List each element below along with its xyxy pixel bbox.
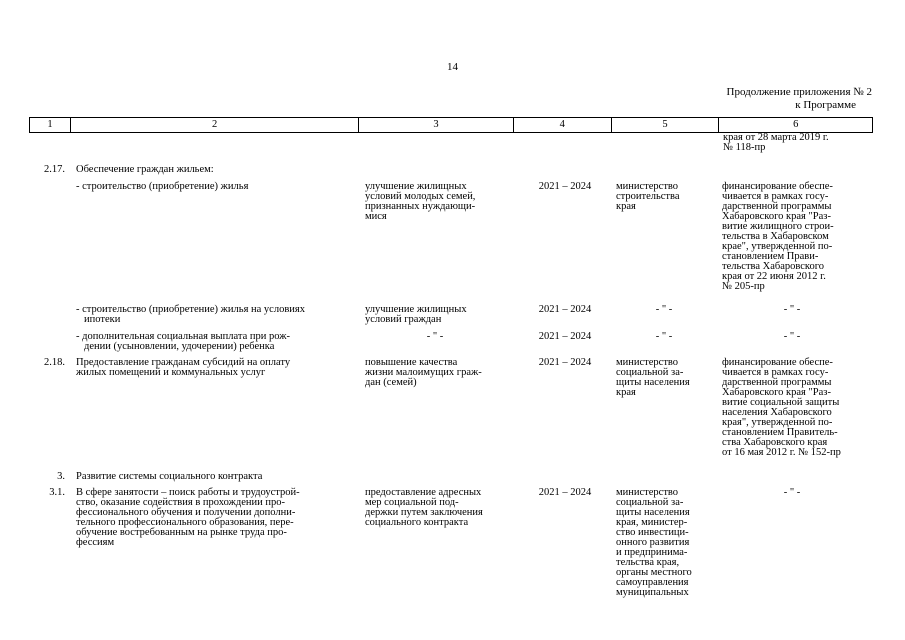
text-line: щиты населения xyxy=(616,507,690,518)
header-col-5: 5 xyxy=(612,118,720,132)
text-line: предоставление адресных xyxy=(365,487,482,498)
text-line: улучшение жилищных xyxy=(365,181,467,192)
header-col-3: 3 xyxy=(359,118,514,132)
header-col-6: 6 xyxy=(793,119,799,130)
text-line: социальной за- xyxy=(616,367,684,378)
text-line: муниципальных xyxy=(616,587,689,598)
text-line: социального контракта xyxy=(365,517,469,528)
row-number-3: 3. xyxy=(57,471,65,482)
text-line: края xyxy=(616,387,636,398)
row-3-1-period: 2021 – 2024 xyxy=(538,487,592,498)
text-line: условий молодых семей, xyxy=(365,191,476,202)
row-2-17-sub3-executor: - " - xyxy=(655,331,673,342)
carry-over-cell xyxy=(723,133,873,153)
text-line: дарственной программы xyxy=(722,201,832,212)
row-2-17-sub2-period: 2021 – 2024 xyxy=(538,304,592,315)
text-line: щиты населения xyxy=(616,377,690,388)
text-line: обучение востребованным на рынке труда про- xyxy=(76,527,287,538)
text-line: признанных нуждающи- xyxy=(365,201,476,212)
text-line: становлением Прави- xyxy=(722,251,819,262)
text-line: министерство xyxy=(616,487,679,498)
text-line: чивается в рамках госу- xyxy=(722,191,829,202)
text-line: ипотеки xyxy=(84,314,121,325)
row-2-17-sub3-desc xyxy=(76,332,361,352)
text-line: финансирование обеспе- xyxy=(722,181,833,192)
row-3-1-executor xyxy=(616,488,716,598)
header-col-4: 4 xyxy=(514,118,612,132)
table-header xyxy=(29,117,873,133)
text-line: мер социальной под- xyxy=(365,497,459,508)
text-line: министерство xyxy=(616,181,679,192)
text-line: Предоставление гражданам субсидий на оплату xyxy=(76,357,291,368)
row-2-17-sub1-period: 2021 – 2024 xyxy=(538,181,592,192)
text-line: становлением Правитель- xyxy=(722,427,838,438)
text-line: тельства в Хабаровском xyxy=(722,231,829,242)
text-line: улучшение жилищных xyxy=(365,304,467,315)
continuation-note xyxy=(727,86,872,112)
row-2-18-executor xyxy=(616,358,716,398)
text-line: тельства края, xyxy=(616,557,680,568)
text-line: дарственной программы xyxy=(722,377,832,388)
row-number-2-18: 2.18. xyxy=(44,357,65,368)
text-line: края xyxy=(616,201,636,212)
text-line: мися xyxy=(365,211,387,222)
text-line: ство, оказание содействия в прохождении про- xyxy=(76,497,285,508)
continuation-line-2: к Программе xyxy=(795,99,856,111)
text-line: № 205-пр xyxy=(722,281,765,292)
row-2-17-sub2-goal xyxy=(365,305,515,325)
text-line: Хабаровского края "Раз- xyxy=(722,387,831,398)
text-line: дан (семей) xyxy=(365,377,417,388)
row-3-1-goal xyxy=(365,488,515,528)
row-2-18-period: 2021 – 2024 xyxy=(538,357,592,368)
text-line: строительства xyxy=(616,191,680,202)
row-number-3-1: 3.1. xyxy=(49,487,65,498)
text-line: крае", утвержденной по- xyxy=(722,241,833,252)
text-line: финансирование обеспе- xyxy=(722,357,833,368)
row-3-title: Развитие системы социального контракта xyxy=(76,471,263,482)
text-line: держки путем заключения xyxy=(365,507,483,518)
text-line: ство инвестици- xyxy=(616,527,689,538)
text-line: Хабаровского края "Раз- xyxy=(722,211,831,222)
row-2-17-sub1-goal xyxy=(365,182,515,222)
text-line: от 16 мая 2012 г. № 152-пр xyxy=(722,447,841,458)
text-line: края", утвержденной по- xyxy=(722,417,833,428)
text-line: тельства Хабаровского xyxy=(722,261,825,272)
text-line: ства Хабаровского края xyxy=(722,437,828,448)
row-2-17-sub3-goal: - " - xyxy=(426,331,444,342)
row-2-17-sub1-executor xyxy=(616,182,716,212)
text-line: повышение качества xyxy=(365,357,458,368)
text-line: витие жилищного строи- xyxy=(722,221,834,232)
continuation-line-1: Продолжение приложения № 2 xyxy=(726,86,872,98)
row-3-1-desc xyxy=(76,488,361,548)
text-line: населения Хабаровского xyxy=(722,407,832,418)
text-line: № 118-пр xyxy=(723,142,766,153)
row-2-18-desc xyxy=(76,358,361,378)
text-line: края от 28 марта 2019 г. xyxy=(723,132,829,143)
text-line: витие социальной защиты xyxy=(722,397,840,408)
text-line: самоуправления xyxy=(616,577,689,588)
row-2-18-goal xyxy=(365,358,515,388)
row-2-17-sub1-note xyxy=(722,182,872,292)
text-line: фессиям xyxy=(76,537,115,548)
text-line: условий граждан xyxy=(365,314,442,325)
text-line: фессионального обучения и получении дополни- xyxy=(76,507,296,518)
row-3-1-note: - " - xyxy=(783,487,801,498)
header-col-1: 1 xyxy=(30,118,71,132)
row-2-17-sub2-desc xyxy=(76,305,361,325)
text-line: края от 22 июня 2012 г. xyxy=(722,271,826,282)
row-2-17-sub3-period: 2021 – 2024 xyxy=(538,331,592,342)
row-2-17-sub3-note: - " - xyxy=(783,331,801,342)
text-line: края, министер- xyxy=(616,517,688,528)
text-line: министерство xyxy=(616,357,679,368)
row-2-17-sub1-desc: - строительство (приобретение) жилья xyxy=(76,181,249,192)
row-number-2-17: 2.17. xyxy=(44,164,65,175)
row-2-18-note xyxy=(722,358,872,458)
text-line: жизни малоимущих граж- xyxy=(365,367,482,378)
text-line: жилых помещений и коммунальных услуг xyxy=(76,367,266,378)
row-2-17-title: Обеспечение граждан жильем: xyxy=(76,164,214,175)
text-line: тельного профессионального образования, пере- xyxy=(76,517,294,528)
text-line: В сфере занятости – поиск работы и трудоустрой- xyxy=(76,487,300,498)
header-col-2: 2 xyxy=(71,118,359,132)
text-line: органы местного xyxy=(616,567,692,578)
text-line: - строительство (приобретение) жилья на условиях xyxy=(76,304,305,315)
text-line: социальной за- xyxy=(616,497,684,508)
text-line: чивается в рамках госу- xyxy=(722,367,829,378)
text-line: - дополнительная социальная выплата при рож- xyxy=(76,331,290,342)
row-2-17-sub2-executor: - " - xyxy=(655,304,673,315)
text-line: и предпринима- xyxy=(616,547,688,558)
text-line: дении (усыновлении, удочерении) ребенка xyxy=(84,341,275,352)
row-2-17-sub2-note: - " - xyxy=(783,304,801,315)
text-line: онного развития xyxy=(616,537,690,548)
page-number: 14 xyxy=(447,61,458,73)
